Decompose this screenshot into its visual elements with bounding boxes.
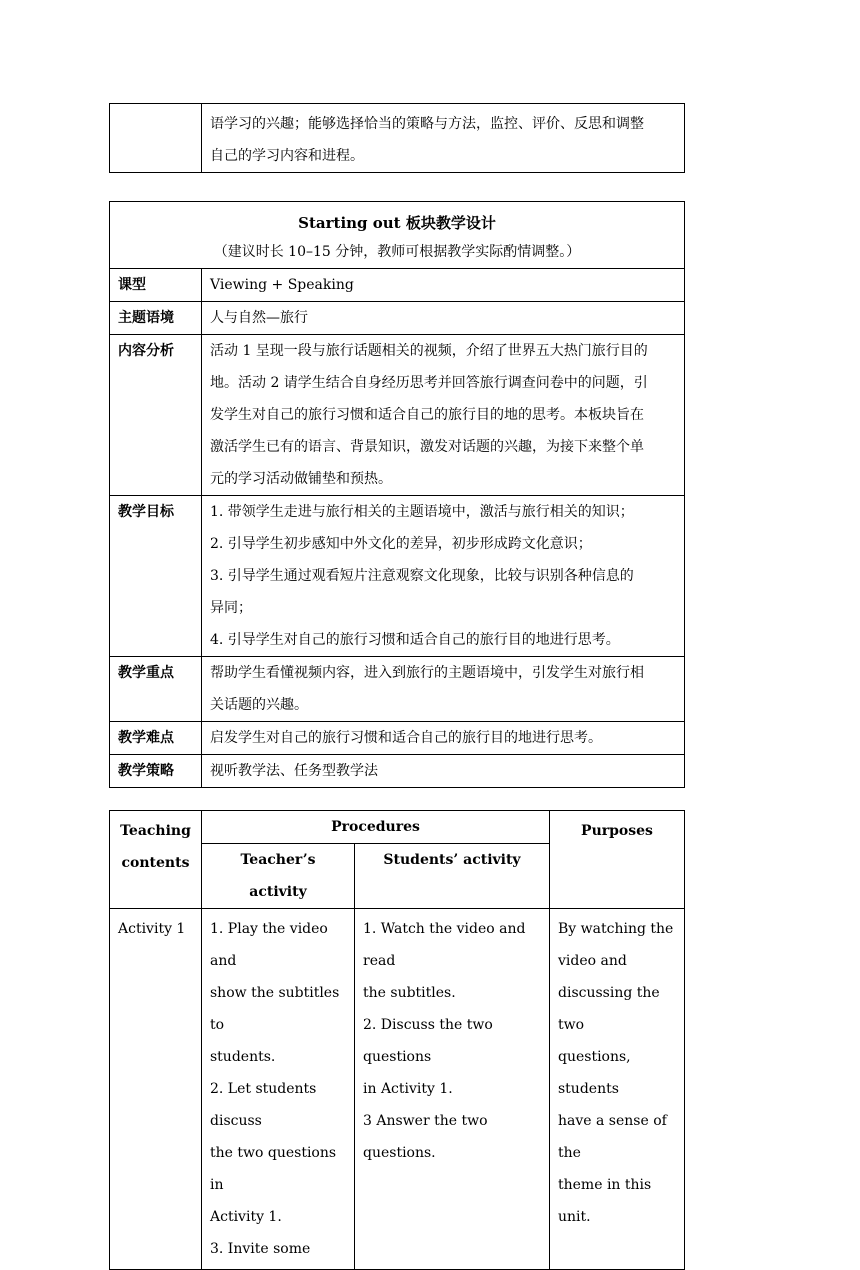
cell-line: discussing the two: [558, 985, 660, 1033]
row-content: [202, 755, 685, 788]
row-line: 人与自然—旅行: [210, 310, 308, 326]
continuation-label-cell: [110, 104, 202, 173]
row-line: 元的学习活动做铺垫和预热。: [210, 471, 392, 487]
design-row-lesson-type: [110, 269, 685, 302]
design-row-content-analysis: [110, 335, 685, 496]
row-line: 1. 带领学生走进与旅行相关的主题语境中，激活与旅行相关的知识；: [210, 504, 634, 520]
row-label: 教学策略: [110, 755, 202, 788]
row-line: 启发学生对自己的旅行习惯和适合自己的旅行目的地进行思考。: [210, 730, 602, 746]
row-line: 异同；: [210, 600, 252, 616]
teaching-design-table: [109, 201, 685, 788]
row-line: 发学生对自己的旅行习惯和适合自己的旅行目的地的思考。本板块旨在: [210, 407, 644, 423]
design-row-strategies: [110, 755, 685, 788]
students-activity-cell: [355, 909, 550, 1270]
cell-line: video and: [558, 953, 627, 969]
row-content: [202, 269, 685, 302]
cell-line: 1. Play the video and: [210, 921, 328, 969]
header-teacher-activity: Teacher’s activity: [202, 844, 355, 909]
cell-line: Activity 1.: [210, 1209, 282, 1225]
header-students-activity: Students’ activity: [355, 844, 550, 909]
row-line: 3. 引导学生通过观看短片注意观察文化现象，比较与识别各种信息的: [210, 568, 634, 584]
row-line: 4. 引导学生对自己的旅行习惯和适合自己的旅行目的地进行思考。: [210, 632, 620, 648]
procedures-row-activity-1: [110, 909, 685, 1270]
purposes-cell: [550, 909, 685, 1270]
row-line: 2. 引导学生初步感知中外文化的差异，初步形成跨文化意识；: [210, 536, 592, 552]
row-line: 视听教学法、任务型教学法: [210, 763, 378, 779]
design-row-theme: [110, 302, 685, 335]
cell-line: theme in this unit.: [558, 1177, 652, 1225]
row-content: [202, 496, 685, 657]
row-label: 课型: [110, 269, 202, 302]
row-label: 教学目标: [110, 496, 202, 657]
continuation-line: 语学习的兴趣；能够选择恰当的策略与方法，监控、评价、反思和调整: [210, 116, 644, 132]
header-text: Teaching: [120, 823, 191, 839]
cell-line: have a sense of the: [558, 1113, 667, 1161]
cell-line: the subtitles.: [363, 985, 456, 1001]
row-label: 内容分析: [110, 335, 202, 496]
row-line: 地。活动 2 请学生结合自身经历思考并回答旅行调查问卷中的问题，引: [210, 375, 648, 391]
row-label: 教学难点: [110, 722, 202, 755]
header-purposes: Purposes: [550, 811, 685, 909]
cell-line: students.: [210, 1049, 276, 1065]
procedures-header-row-1: [110, 811, 685, 844]
header-teaching-contents: [110, 811, 202, 909]
cell-line: 3. Invite some: [210, 1241, 311, 1257]
cell-line: the two questions in: [210, 1145, 337, 1193]
continuation-line: 自己的学习内容和进程。: [210, 148, 364, 164]
row-content: [202, 335, 685, 496]
design-subtitle: （建议时长 10–15 分钟，教师可根据教学实际酌情调整。）: [213, 244, 581, 260]
row-line: 关话题的兴趣。: [210, 697, 308, 713]
cell-line: 2. Discuss the two questions: [363, 1017, 493, 1065]
row-content: [202, 302, 685, 335]
row-line: Viewing + Speaking: [210, 277, 354, 293]
row-content: [202, 722, 685, 755]
row-label: 教学重点: [110, 657, 202, 722]
header-text: contents: [121, 855, 190, 871]
row-content: [202, 657, 685, 722]
row-line: 帮助学生看懂视频内容，进入到旅行的主题语境中，引发学生对旅行相: [210, 665, 644, 681]
procedures-table: [109, 810, 685, 1270]
row-label: 主题语境: [110, 302, 202, 335]
design-title: Starting out 板块教学设计: [298, 214, 496, 232]
design-title-cell: [110, 202, 685, 269]
row-line: 激活学生已有的语言、背景知识，激发对话题的兴趣，为接下来整个单: [210, 439, 644, 455]
continuation-row: [110, 104, 685, 173]
cell-line: By watching the: [558, 921, 674, 937]
cell-line: in Activity 1.: [363, 1081, 453, 1097]
continuation-table: [109, 103, 685, 173]
design-row-objectives: [110, 496, 685, 657]
cell-line: 1. Watch the video and read: [363, 921, 526, 969]
continuation-text-cell: [202, 104, 685, 173]
cell-line: 2. Let students discuss: [210, 1081, 317, 1129]
cell-line: 3 Answer the two questions.: [363, 1113, 488, 1161]
activity-content-cell: Activity 1: [110, 909, 202, 1270]
row-line: 活动 1 呈现一段与旅行话题相关的视频，介绍了世界五大热门旅行目的: [210, 343, 648, 359]
design-title-row: [110, 202, 685, 269]
teacher-activity-cell: [202, 909, 355, 1270]
cell-line: show the subtitles to: [210, 985, 340, 1033]
header-procedures: Procedures: [202, 811, 550, 844]
cell-line: questions, students: [558, 1049, 631, 1097]
design-row-key-points: [110, 657, 685, 722]
design-row-difficulties: [110, 722, 685, 755]
